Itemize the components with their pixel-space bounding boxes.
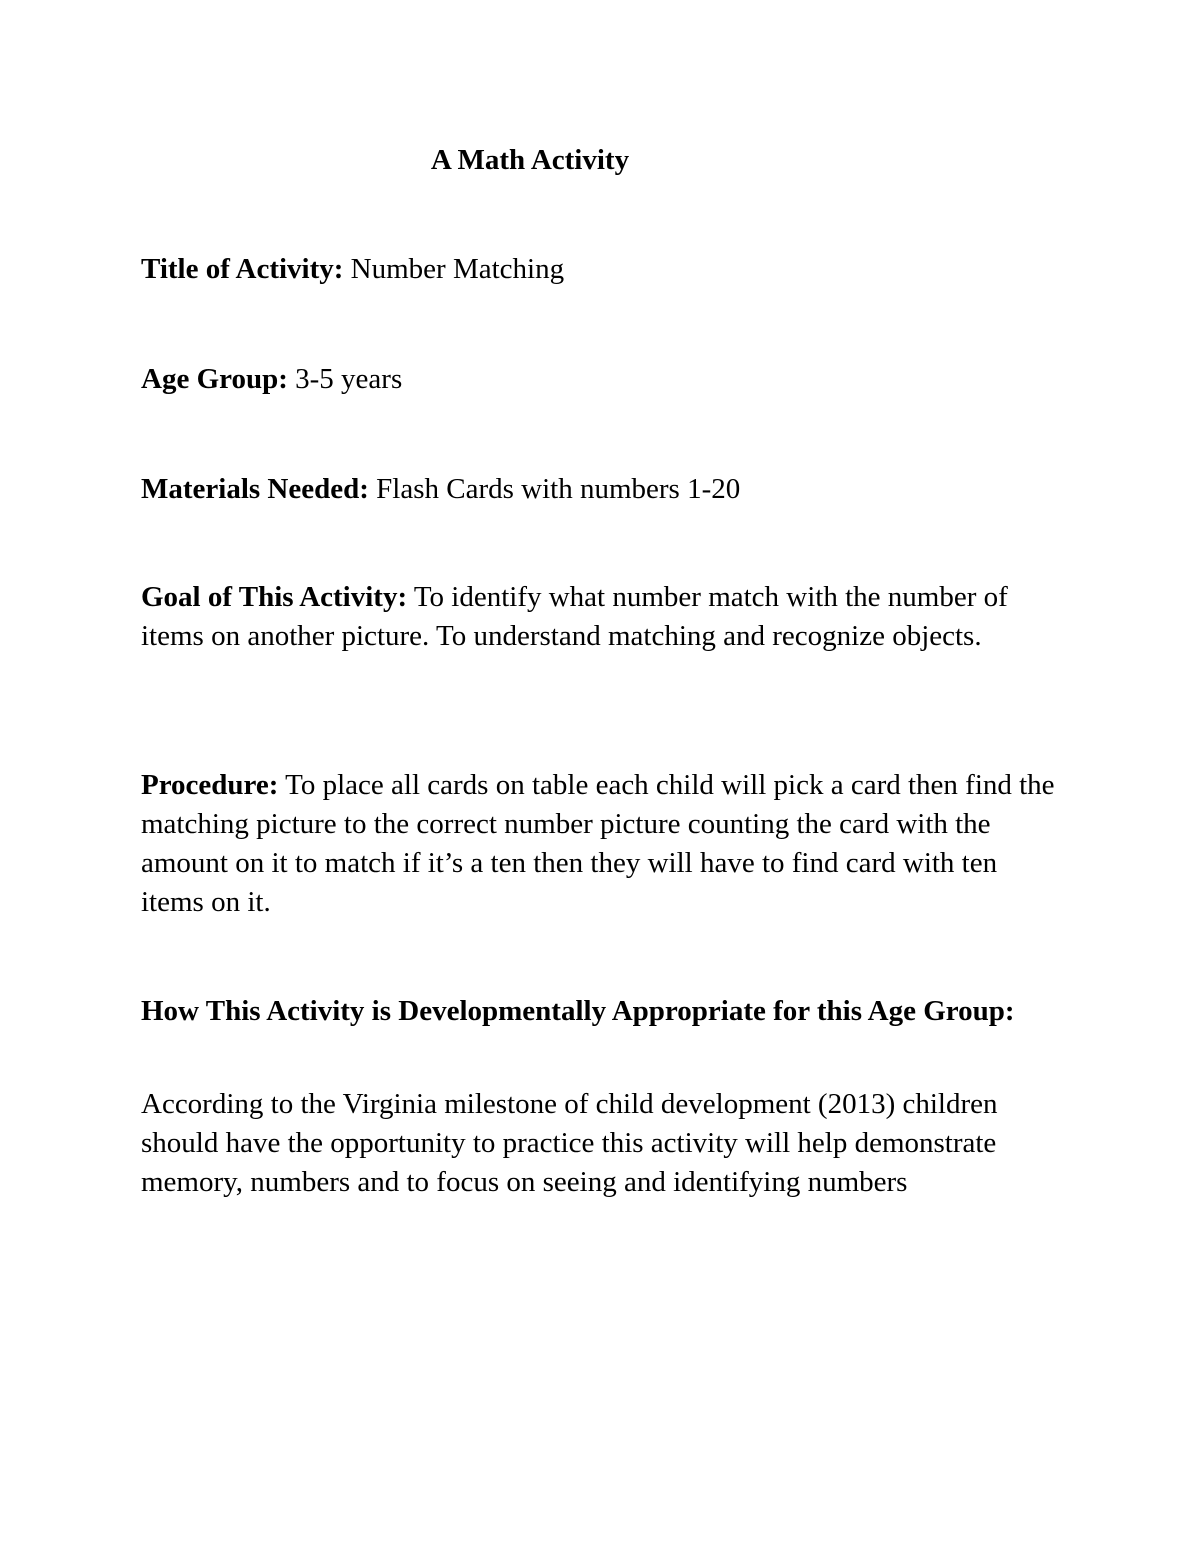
goal-field [141,578,1061,656]
title-of-activity-field [141,250,1061,289]
age-group-value: 3-5 years [287,363,403,395]
age-group-label: Age Group: [141,363,288,395]
age-group-field [141,360,1061,399]
developmental-body: According to the Virginia milestone of child development (2013) children should have the opportunity to practice this activity will help demonstrate memory, numbers and to focus on seeing and identifying numbers [141,1088,998,1198]
materials-needed-value: Flash Cards with numbers 1-20 [368,473,741,505]
goal-value: To identify what number match with the number of items on another picture. To understand matching and recognize objects. [141,581,1008,652]
procedure-value: To place all cards on table each child will pick a card then find the matching picture to the correct number picture counting the card with the amount on it to match if it’s a ten then they will have to find card with ten items on it. [141,769,1055,918]
document-title: A Math Activity [430,144,630,176]
materials-needed-label: Materials Needed: [141,473,369,505]
title-of-activity-value: Number Matching [343,253,565,285]
procedure-label: Procedure: [141,769,279,801]
developmental-heading: How This Activity is Developmentally Appropriate for this Age Group: [141,995,1015,1027]
goal-label: Goal of This Activity: [141,581,408,613]
procedure-field [141,766,1061,922]
title-of-activity-label: Title of Activity: [141,253,344,285]
materials-needed-field [141,470,1061,509]
